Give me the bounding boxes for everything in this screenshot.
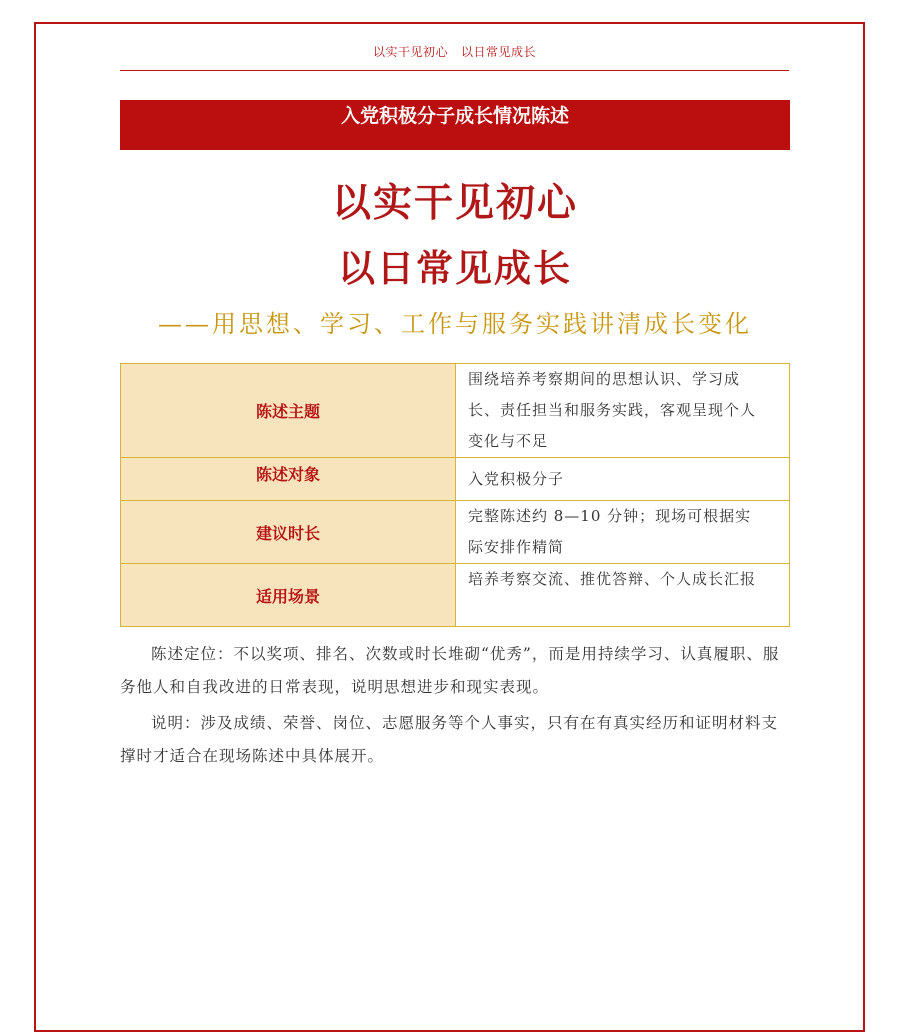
subtitle: ——用思想、学习、工作与服务实践讲清成长变化 xyxy=(158,310,752,338)
section-banner: 入党积极分子成长情况陈述 xyxy=(120,100,790,150)
row-value: 入党积极分子 xyxy=(456,458,790,501)
row-label: 陈述对象 xyxy=(121,458,456,501)
row-label: 建议时长 xyxy=(121,501,456,564)
header-divider xyxy=(120,70,789,71)
row-label: 陈述主题 xyxy=(121,364,456,458)
table-row xyxy=(121,458,790,501)
note-paragraph: 说明：涉及成绩、荣誉、岗位、志愿服务等个人事实，只有在有真实经历和证明材料支撑时才适合在现场陈述中具体展开。 xyxy=(120,714,779,765)
main-title-line2: 以日常见成长 xyxy=(338,246,572,290)
row-value: 围绕培养考察期间的思想认识、学习成长、责任担当和服务实践，客观呈现个人变化与不足 xyxy=(456,364,790,458)
info-table xyxy=(120,363,790,627)
table-row xyxy=(121,564,790,627)
row-value: 完整陈述约 8—10 分钟；现场可根据实际安排作精简 xyxy=(456,501,790,564)
main-title-line1: 以实干见初心 xyxy=(331,180,578,226)
row-value: 培养考察交流、推优答辩、个人成长汇报 xyxy=(456,564,790,627)
positioning-paragraph: 陈述定位：不以奖项、排名、次数或时长堆砌“优秀”，而是用持续学习、认真履职、服务他人和自我改进的日常表现，说明思想进步和现实表现。 xyxy=(120,645,780,696)
row-label: 适用场景 xyxy=(121,564,456,627)
table-row xyxy=(121,364,790,458)
running-header: 以实干见初心 以日常见成长 xyxy=(373,45,536,59)
table-row xyxy=(121,501,790,564)
